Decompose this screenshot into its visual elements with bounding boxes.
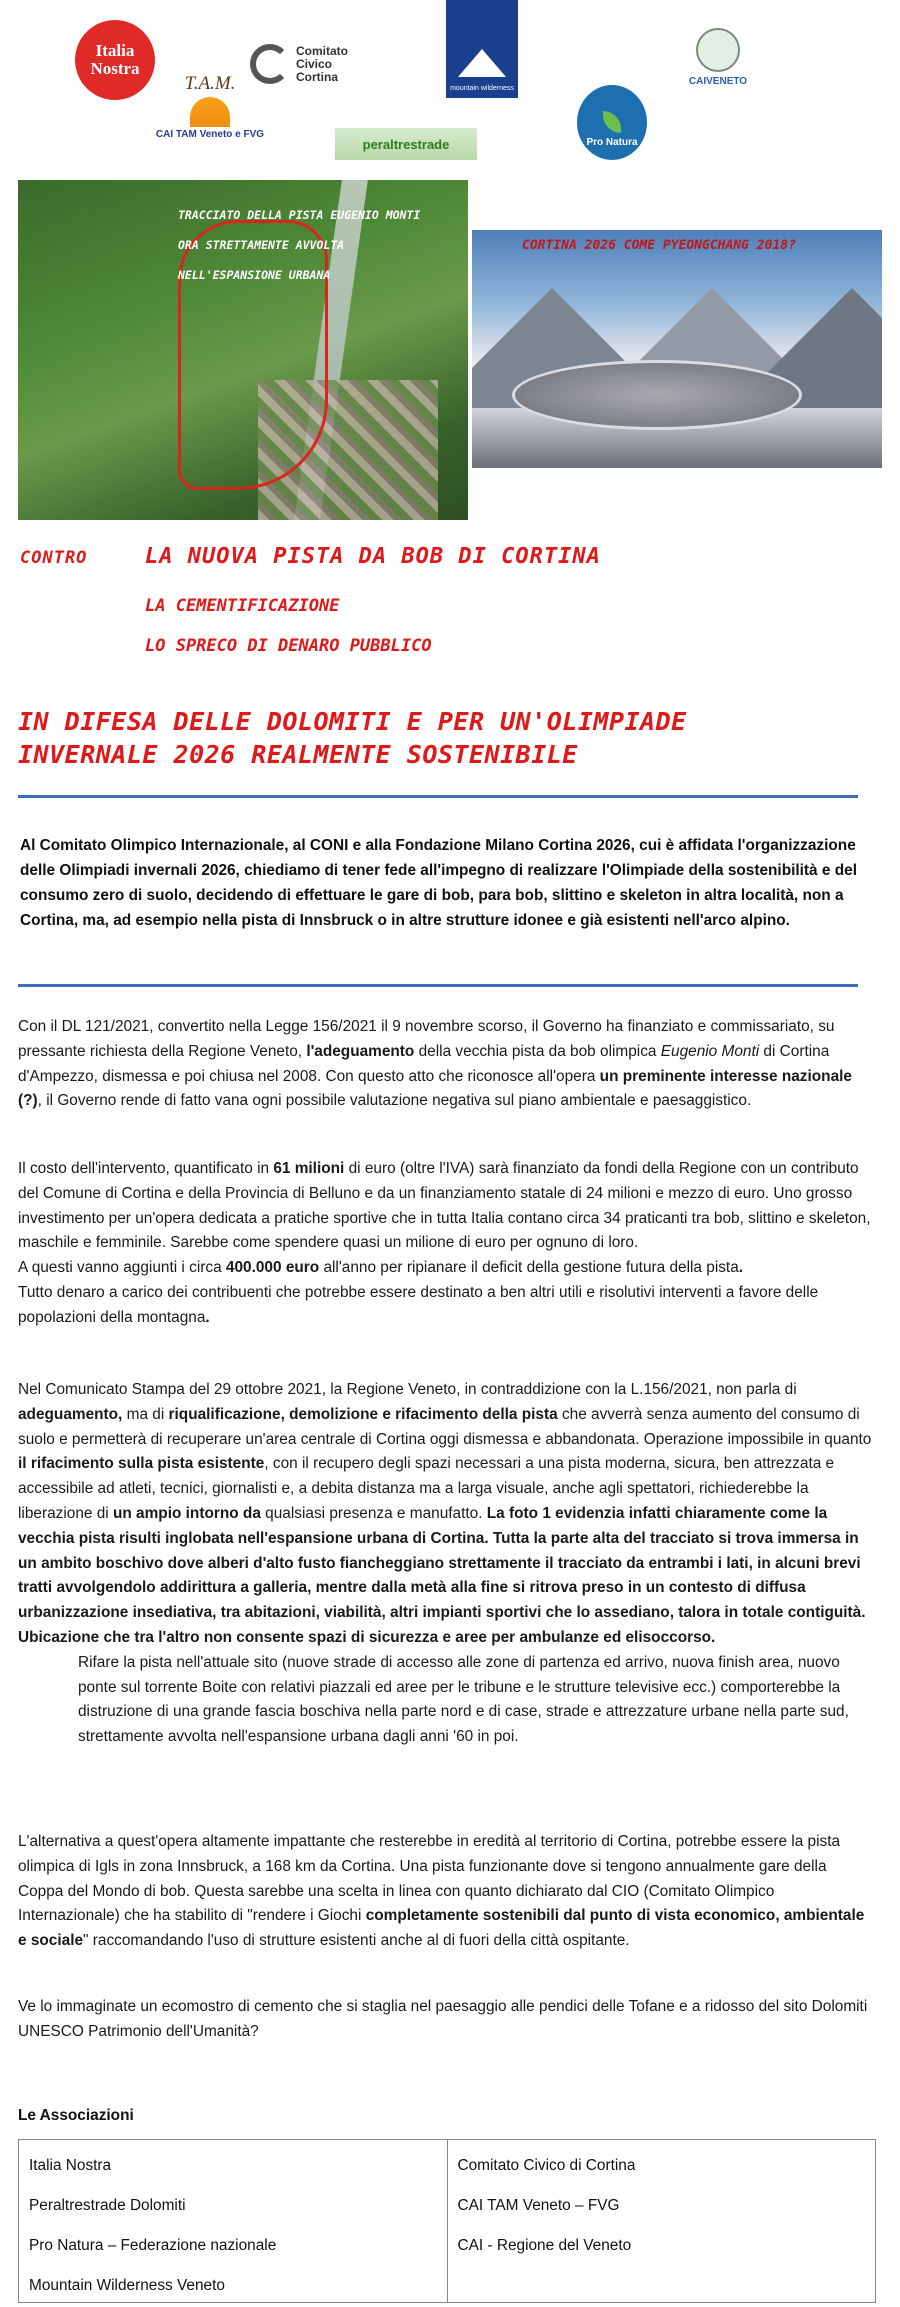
- contro-line-1: LA NUOVA PISTA DA BOB DI CORTINA: [145, 544, 601, 569]
- text-run: il rifacimento sulla pista esistente: [18, 1455, 265, 1473]
- text-run: Con il DL 121/2021, convertito nella Legge 156/2021 il 9 novembre scorso, il Governo ha finanziato e commissariato, su pressante richiesta della Regione Veneto,: [18, 1018, 835, 1060]
- text-run: .: [205, 1308, 210, 1326]
- peraltrestrade-logo: [335, 128, 477, 160]
- text-run: , con il recupero degli spazi necessari a una pista moderna, sicura, ben attrezzata e accessibile ad atleti, tecnici, giornalisti e, a debita distanza ma a larga visuale, anche agli spettatori, richiederebbe la liberazione di: [18, 1455, 835, 1522]
- text-run: un ampio intorno da: [112, 1504, 261, 1522]
- photo1-caption: [178, 200, 468, 290]
- text-run: riqualificazione, demolizione e rifacimento della pista: [168, 1405, 558, 1423]
- associations-title: Le Associazioni: [18, 2107, 134, 2124]
- photo1-caption-line2: ORA STRETTAMENTE AVVOLTA: [178, 238, 345, 252]
- appeal-paragraph: Al Comitato Olimpico Internazionale, al CONI e alla Fondazione Milano Cortina 2026, cui è affidata l'organizzazione delle Olimpiadi invernali 2026, chiediamo di tener fede all'impegno di realizzare l'Olimpiade della sostenibilità e del consumo zero di suolo, decidendo di effettuare le gare di bob, para bob, slittino e skeleton in altra località, non a Cortina, ma, ad esempio nella pista di Innsbruck o in altre strutture idonee e già esistenti nell'arco alpino.: [20, 837, 857, 929]
- pro-natura-logo: [577, 85, 647, 160]
- photo1-caption-line3: NELL'ESPANSIONE URBANA: [178, 268, 331, 282]
- leaf-icon: [603, 111, 621, 133]
- sliding-center-shape: [512, 360, 802, 430]
- text-run: Tutto denaro a carico dei contribuenti che potrebbe essere destinato a ben altri utili e risolutivi interventi a favore delle popolazioni della montagna: [18, 1283, 819, 1326]
- photo1-caption-line1: TRACCIATO DELLA PISTA EUGENIO MONTI: [178, 208, 421, 222]
- contro-label: CONTRO: [20, 548, 88, 568]
- text-run: qualsiasi presenza e manufatto.: [260, 1504, 487, 1522]
- text-run: Nel Comunicato Stampa del 29 ottobre 2021, la Regione Veneto, in contraddizione con la L.156/2021, non parla di: [18, 1381, 797, 1398]
- paragraph-1: [18, 1015, 876, 1114]
- text-run: un preminente interesse nazionale (?): [18, 1067, 852, 1110]
- italia-nostra-logo-line2: Nostra: [90, 59, 140, 78]
- text-run: A questi vanno aggiunti i circa: [18, 1259, 226, 1277]
- tam-logo-subtitle: CAI TAM Veneto e FVG: [155, 129, 265, 140]
- text-run: Eugenio Monti: [660, 1042, 760, 1060]
- association-item: Mountain Wilderness Veneto: [29, 2277, 225, 2294]
- divider: [18, 795, 858, 798]
- association-item: Comitato Civico di Cortina: [457, 2157, 636, 2174]
- headline-line-2: INVERNALE 2026 REALMENTE SOSTENIBILE: [18, 740, 578, 769]
- comitato-logo-line1: Comitato: [296, 43, 348, 58]
- text-run: all'anno per ripianare il deficit della gestione futura della pista: [319, 1259, 739, 1277]
- associations-column-left: [19, 2140, 447, 2302]
- mountain-wilderness-logo-text: mountain wilderness: [450, 85, 514, 92]
- paragraph-4: [18, 1830, 876, 1954]
- text-run: adeguamento,: [18, 1405, 123, 1423]
- italia-nostra-logo-line1: Italia: [95, 41, 135, 60]
- comitato-logo-line3: Cortina: [296, 69, 338, 84]
- cai-tam-logo: [150, 73, 270, 168]
- cai-veneto-logo: [683, 12, 753, 87]
- sun-icon: [190, 97, 230, 127]
- mountain-wilderness-logo: [446, 0, 518, 98]
- text-run: l'adeguamento: [306, 1042, 415, 1060]
- divider: [18, 984, 858, 987]
- contro-line-2: LA CEMENTIFICAZIONE: [145, 596, 340, 616]
- text-run: della vecchia pista da bob olimpica: [414, 1042, 661, 1060]
- cai-veneto-logo-text: CAIVENETO: [688, 76, 748, 87]
- aerial-photo-pista: [18, 180, 468, 520]
- association-item: Peraltrestrade Dolomiti: [29, 2197, 186, 2214]
- photo2-caption: CORTINA 2026 COME PYEONGCHANG 2018?: [522, 238, 796, 253]
- logo-strip: [0, 0, 900, 175]
- associations-table: [18, 2139, 876, 2303]
- association-item: CAI TAM Veneto – FVG: [457, 2197, 620, 2214]
- associations-column-right: [447, 2140, 876, 2302]
- text-run: .: [738, 1259, 744, 1277]
- text-run: , il Governo rende di fatto vana ogni possibile valutazione negativa sul piano ambientale e paesaggistico.: [37, 1092, 752, 1110]
- paragraph-2: [18, 1157, 876, 1331]
- peraltrestrade-logo-text: peraltrestrade: [362, 136, 450, 152]
- headline-line-1: IN DIFESA DELLE DOLOMITI E PER UN'OLIMPIADE: [18, 707, 687, 736]
- contro-line-3: LO SPRECO DI DENARO PUBBLICO: [145, 636, 432, 656]
- pro-natura-logo-text: Pro Natura: [586, 137, 638, 148]
- tam-logo-text: T.A.M.: [184, 73, 236, 94]
- pyeongchang-photo: [472, 230, 882, 468]
- paragraph-5: Ve lo immaginate un ecomostro di cemento che si staglia nel paesaggio alle pendici delle Tofane e a ridosso del sito Dolomiti UNESCO Patrimonio dell'Umanità?: [18, 1998, 868, 2040]
- headline: [18, 705, 878, 771]
- text-run: La foto 1 evidenzia infatti chiaramente come la vecchia pista risulti inglobata nell'espansione urbana di Cortina. Tutta la parte alta del tracciato si trova immersa in un ambito boschivo dove alberi d'alto fusto fiancheggiano strettamente il tracciato da entrambi i lati, in alcuni brevi tratti avvolgendolo addirittura a galleria, mentre dalla metà alla fine si ritrova preso in un contesto di diffusa urbanizzazione insediativa, tra abitazioni, viabilità, altri impianti sportivi che lo assediano, talora in totale contiguità. Ubicazione che tra l'altro non consente spazi di sicurezza e aree per ambulanze ed elisoccorso.: [18, 1504, 866, 1646]
- cai-emblem-icon: [696, 28, 740, 72]
- mountain-peak-icon: [458, 49, 506, 77]
- association-item: CAI - Regione del Veneto: [457, 2237, 632, 2254]
- text-run: 400.000 euro: [225, 1259, 320, 1277]
- text-run: di euro (oltre l'IVA) sarà finanziato da fondi della Regione con un contributo del Comune di Cortina e della Provincia di Belluno e da un finanziamento statale di 24 milioni e mezzo di euro. Uno grosso investimento per un'opera dedicata a pratiche sportive che in tutta Italia contano circa 34 praticanti tra bob, slittino e skeleton, maschile e femminile. Sarebbe come spendere quasi un milione di euro per ognuno di loro.: [18, 1160, 871, 1252]
- association-item: Pro Natura – Federazione nazionale: [29, 2237, 277, 2254]
- comitato-logo-line2: Civico: [296, 56, 333, 71]
- comitato-logo-text: [296, 45, 348, 84]
- text-run: che avverrà senza aumento del consumo di suolo e permetterà di recuperare un'area centrale di Cortina oggi dismessa e abbandonata. Operazione impossibile in quanto: [18, 1405, 872, 1448]
- text-run: L'alternativa a quest'opera altamente impattante che resterebbe in eredità al territorio di Cortina, potrebbe essere la pista olimpica di Igls in zona Innsbruck, a 168 km da Cortina. Una pista funzionante dove si tengono annualmente gare della Coppa del Mondo di bob. Questa sarebbe una scelta in linea con quanto dichiarato dal CIO (Comitato Olimpico Internazionale) che ha stabilito di "rendere i Giochi: [18, 1833, 841, 1925]
- comitato-civico-logo: [250, 32, 395, 96]
- text-run: Il costo dell'intervento, quantificato in: [18, 1160, 274, 1177]
- text-run: completamente sostenibili dal punto di vista economico, ambientale e sociale: [18, 1907, 865, 1950]
- italia-nostra-logo: [75, 20, 155, 100]
- text-run: 61 milioni: [273, 1160, 345, 1177]
- paragraph-3-continuation: [18, 1651, 876, 1750]
- text-run: di Cortina d'Ampezzo, dismessa e poi chiusa nel 2008. Con questo atto che riconosce all'opera: [18, 1042, 830, 1085]
- text-run: ma di: [122, 1405, 169, 1423]
- text-run: " raccomandando l'uso di strutture esistenti anche al di fuori della città ospitante.: [83, 1932, 630, 1950]
- association-item: Italia Nostra: [29, 2157, 112, 2174]
- paragraph-3: [18, 1378, 876, 1750]
- text-run: Rifare la pista nell'attuale sito (nuove strade di accesso alle zone di partenza ed arrivo, nuova finish area, nuovo ponte sul torrente Boite con relativi piazzali ed aree per le tribune e le strutture televisive ecc.) comporterebbe la distruzione di una grande fascia boschiva nella parte nord e di case, strade e attrezzature urbane nella parte sud, strettamente avvolta nell'espansione urbana dagli anni '60 in poi.: [78, 1653, 849, 1746]
